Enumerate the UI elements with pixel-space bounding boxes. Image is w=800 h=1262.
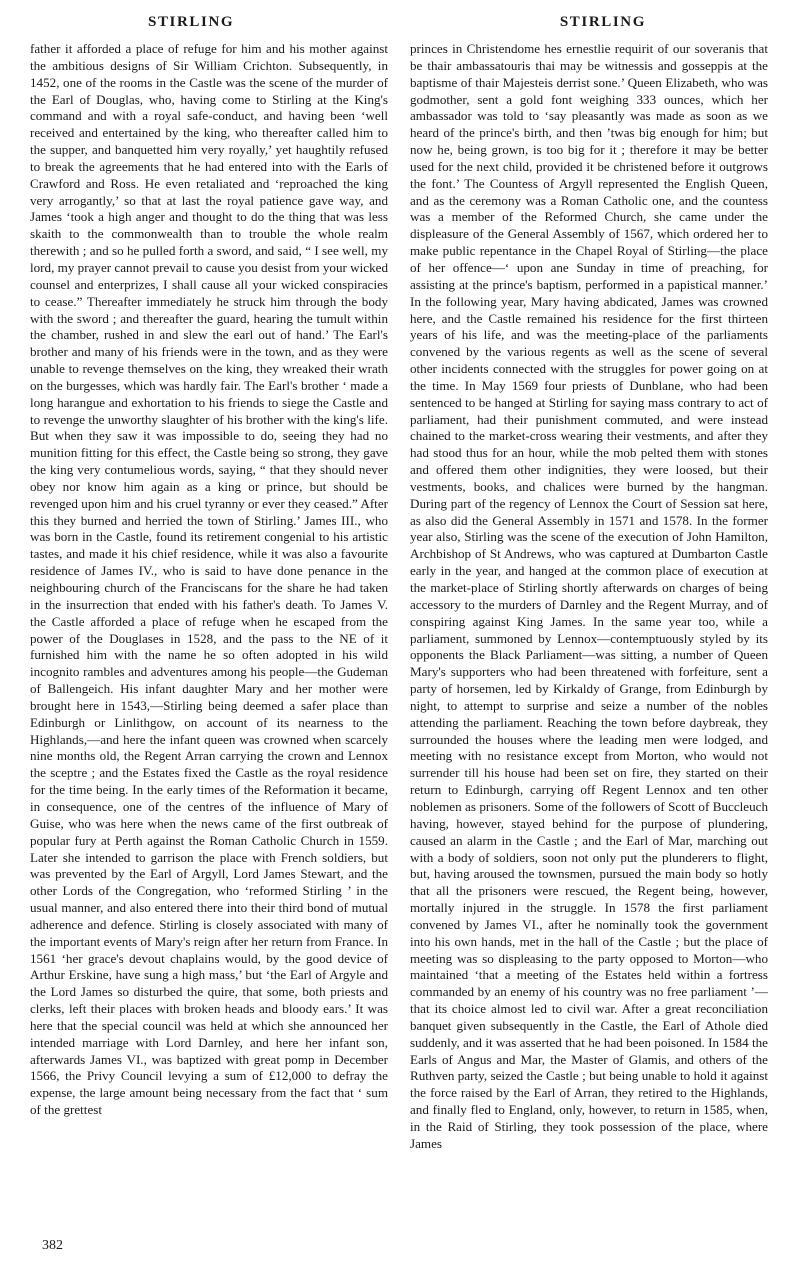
column-left (30, 41, 388, 1119)
text-columns (30, 41, 774, 1153)
page-number: 382 (42, 1238, 63, 1253)
column-right (410, 41, 768, 1153)
column-left-text: father it afforded a place of refuge for him and his mother against the ambitious designs of Sir William Crichton. Subsequently, in 1452, one of the rooms in the Castle was the scene of the murder of the Earl of Douglas, who, having come to Stirling at the King's command and with a royal safe-conduct, and having been ‘well received and entertained by the king, who thereafter called him to the supper, and banquetted him very royally,’ yet haughtily refused to break the agreements that he had entered into with the Earls of Crawford and Ross. He even retaliated and ‘reproached the king very arrogantly,’ so that at last the royal patience gave way, and James ‘took a high anger and thought to do the thing that was less skaith to the commonwealth than to trouble the whole realm therewith ; and so he pulled forth a sword, and said, “ I see well, my lord, my prayer cannot prevail to cause you desist from your wicked counsel and enterprizes, I shall cause all your wicked conspiracies to cease.” Thereafter immediately he struck him through the body with the sword ; and thereafter the guard, hearing the tumult within the chamber, rushed in and slew the earl out of hand.’ The Earl's brother and many of his friends were in the town, and as they were unable to revenge themselves on the king, they wreaked their wrath on the burgesses, which was hardly fair. The Earl's brother ‘ made a long harangue and exhortation to his friends to siege the Castle and to revenge the unworthy slaughter of his brother with the king's life. But when they saw it was impossible to do, seeing they had no munition fitting for this effect, the Castle being so strong, they gave the king very contumelious words, saying, “ that they should never obey nor know him again as a king or prince, but should be revenged upon him and his cruel tyranny or ever they ceased.” After this they burned and herried the town of Stirling.’ James III., who was born in the Castle, found its retirement congenial to his artistic tastes, and made it his chief residence, while it was also a favourite residence of James IV., who is said to have done penance in the neighbouring church of the Franciscans for the share he had taken in the insurrection that ended with his father's death. To James V. the Castle afforded a place of refuge when he escaped from the power of the Douglases in 1528, and the pass to the NE of it furnished him with the name he so often adopted in his wild incognito rambles and adventures among his people—the Gudeman of Ballengeich. His infant daughter Mary and her mother were brought here in 1543,—Stirling being deemed a safer place than Edinburgh or Linlithgow, on account of its nearness to the Highlands,—and here the infant queen was crowned when scarcely nine months old, the Regent Arran carrying the crown and Lennox the sceptre ; and the Estates fixed the Castle as the royal residence for the time being. In the early times of the Reformation it became, in consequence, one of the centres of the influence of Mary of Guise, who was here when the news came of the first outbreak of popular fury at Perth against the Roman Catholic Church in 1559. Later she intended to garrison the place with French soldiers, but was prevented by the Earl of Argyll, Lord James Stewart, and the other Lords of the Congregation, who ‘reformed Stirling ’ in the usual manner, and also entered there into their third bond of mutual adherence and defence. Stirling is closely associated with many of the important events of Mary's reign after her return from France. In 1561 ‘her grace's devout chaplains would, by the good device of Arthur Erskine, have sung a high mass,’ but ‘the Earl of Argyle and the Lord James so disturbed the quire, that some, both priests and clerks, left their places with broken heads and bloody ears.’ It was here that the special council was held at which she announced her intended marriage with Lord Darnley, and here her infant son, afterwards James VI., was baptized with great pomp in December 1566, the Privy Council levying a sum of £12,000 to defray the expense, the large amount being necessary from the fact that ‘ sum of the grettest (30, 41, 388, 1118)
running-head-left: STIRLING (148, 14, 235, 30)
running-head-right: STIRLING (559, 14, 646, 30)
running-head-row (30, 14, 774, 41)
column-right-text: princes in Christendome hes ernestlie requirit of our soveranis that be thair ambassatouris thai may be witnessis and gosseppis at the baptisme of thair Majesteis derrist sone.’ Queen Elizabeth, who was godmother, sent a gold font weighing 333 ounces, which her ambassador was told to ‘say pleasantly was made as soon as we heard of the prince's birth, and then ’twas big enough for him; but now he, being grown, is too big for it ; therefore it may be better used for the next child, provided it be christened before it outgrows the font.’ The Countess of Argyll represented the English Queen, and as the ceremony was a Roman Catholic one, and the countess was a member of the Reformed Church, she came under the displeasure of the General Assembly of 1567, which ordered her to make public repentance in the Chapel Royal of Stirling—the place of her offence—‘ upon ane Sunday in time of preaching, for assisting at the prince's baptism, performed in a papistical manner.’ In the following year, Mary having abdicated, James was crowned here, and the Castle remained his residence for the first thirteen years of his life, and was the meeting-place of the parliaments convened by the various regents as well as the scene of several other incidents connected with the struggles for power going on at the time. In May 1569 four priests of Dunblane, who had been sentenced to be hanged at Stirling for saying mass contrary to act of parliament, had their punishment commuted, and were instead chained to the market-cross wearing their vestments, and after they had stood thus for an hour, while the mob pelted them with stones and offered them other indignities, they were loosed, but their vestments, books, and chalices were burned by the hangman. During part of the regency of Lennox the Court of Session sat here, as also did the General Assembly in 1571 and 1578. In the former year also, Stirling was the scene of the execution of John Hamilton, Archbishop of St Andrews, who was captured at Dumbarton Castle early in the year, and hanged at the common place of execution at the market-place of Stirling shortly afterwards on charges of being accessory to the murders of Darnley and the Regent Murray, and of conspiring against King James. In the same year too, while a parliament, summoned by Lennox—contemptuously styled by its opponents the Black Parliament—was sitting, a number of Queen Mary's supporters who had been threatened with forfeiture, sent a party of horsemen, led by Kirkaldy of Grange, from Edinburgh by night, to attempt to surprise and seize a number of the nobles attending the parliament. Reaching the town before daybreak, they surrounded the houses where the leading men were lodged, and meeting with no resistance except from Morton, who would not surrender till his house had been set on fire, they started on their return to Edinburgh, carrying off Regent Lennox and ten other noblemen as prisoners. Some of the followers of Scott of Buccleuch having, however, stayed behind for the purpose of plundering, caused an alarm in the Castle ; and the Earl of Mar, marching out with a body of soldiers, soon not only put the plunderers to flight, but, having aroused the townsmen, pursued the main body so hotly that all the prisoners were rescued, the Regent being, however, mortally injured in the struggle. In 1578 the first parliament convened by James VI., after he nominally took the government into his own hands, met in the hall of the Castle ; but the place of meeting was so displeasing to the party opposed to Morton—who maintained ‘that a meeting of the Estates held within a fortress commanded by an enemy of his country was no free parliament ’—that its choice almost led to civil war. After a great reconciliation banquet given subsequently in the Castle, the Earl of Athole died suddenly, and it was asserted that he had been poisoned. In 1584 the Earls of Angus and Mar, the Master of Glamis, and others of the Ruthven party, seized the Castle ; but being unable to hold it against the force raised by the Earl of Arran, they retired to the Highlands, and finally fled to England, only, however, to return in 1585, when, in the Raid of Stirling, they took possession of the place, where James (410, 41, 768, 1151)
